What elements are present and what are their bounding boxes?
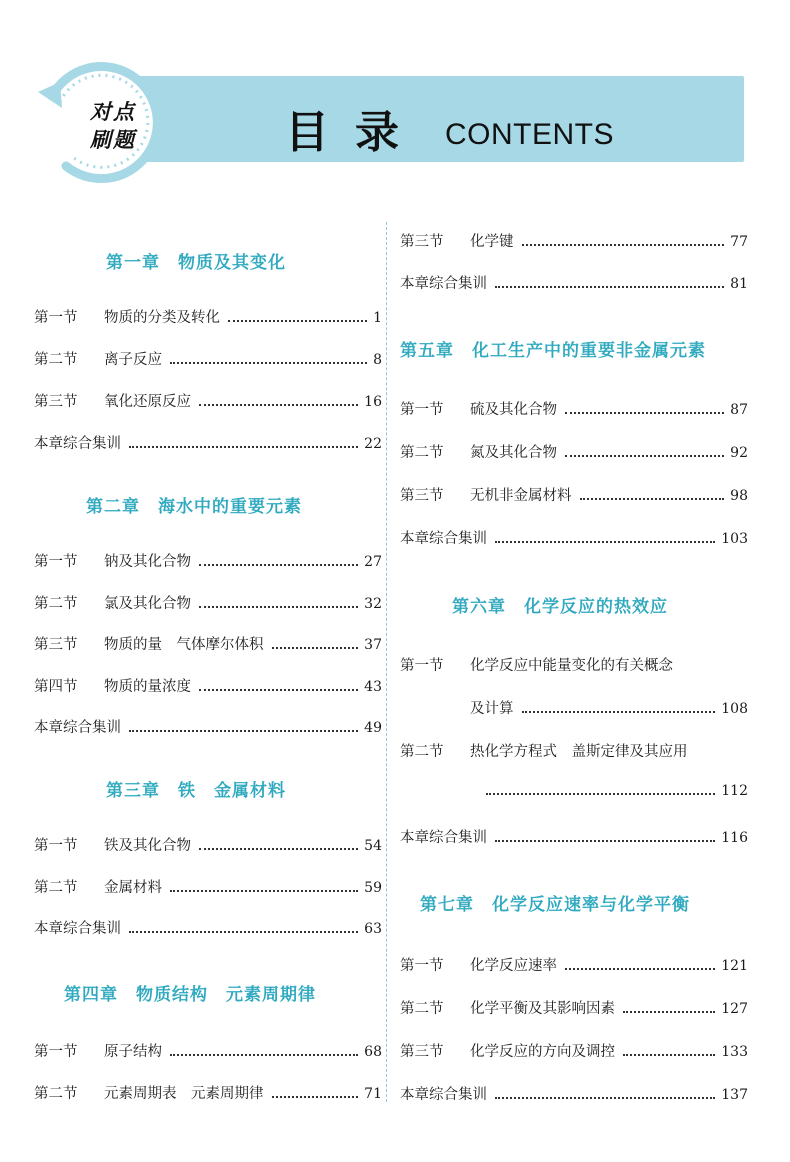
toc-entry[interactable] — [34, 876, 382, 898]
section-title: 元素周期表 元素周期律 — [104, 1086, 264, 1102]
toc-entry-label — [400, 697, 514, 718]
section-number: 第三节 — [400, 1044, 444, 1060]
leader-dots — [199, 606, 358, 608]
toc-entry-label — [34, 917, 121, 938]
toc-entry-label — [34, 716, 121, 737]
toc-entry-label — [400, 441, 557, 462]
leader-dots — [495, 1097, 715, 1099]
leader-dots — [495, 541, 715, 543]
page-number: 87 — [730, 402, 748, 418]
section-number: 第二节 — [34, 1086, 78, 1102]
page-number: 54 — [364, 838, 382, 854]
toc-entry[interactable] — [400, 783, 748, 805]
leader-dots — [495, 286, 724, 288]
leader-dots — [199, 404, 358, 406]
section-number: 第三节 — [34, 394, 78, 410]
toc-entry[interactable] — [400, 272, 748, 294]
section-title: 化学反应速率 — [470, 958, 557, 974]
section-number: 第二节 — [400, 744, 444, 760]
section-title: 原子结构 — [104, 1044, 162, 1060]
chapter-heading[interactable]: 第六章 化学反应的热效应 — [452, 597, 668, 617]
toc-entry[interactable] — [400, 441, 748, 463]
toc-entry[interactable] — [400, 654, 748, 676]
leader-dots — [228, 320, 367, 322]
section-title: 氮及其化合物 — [470, 445, 557, 461]
page-number: 92 — [730, 445, 748, 461]
chapter-heading[interactable]: 第一章 物质及其变化 — [106, 253, 286, 273]
section-number: 第二节 — [400, 445, 444, 461]
toc-entry[interactable] — [34, 306, 382, 328]
column-divider — [386, 222, 387, 1102]
page-number: 127 — [721, 1001, 748, 1017]
chapter-heading[interactable]: 第五章 化工生产中的重要非金属元素 — [400, 341, 706, 361]
leader-dots — [199, 848, 358, 850]
toc-entry[interactable] — [34, 716, 382, 738]
chapter-heading[interactable]: 第三章 铁 金属材料 — [106, 781, 286, 801]
toc-entry-label — [34, 550, 191, 571]
section-title: 钠及其化合物 — [104, 554, 191, 570]
page-title-en: CONTENTS — [445, 118, 614, 151]
page-number: 133 — [721, 1044, 748, 1060]
toc-entry-label — [400, 398, 557, 419]
leader-dots — [170, 362, 367, 364]
section-title: 化学平衡及其影响因素 — [470, 1001, 615, 1017]
page-number: 68 — [364, 1044, 382, 1060]
section-title: 本章综合集训 — [34, 921, 121, 937]
page-number: 59 — [364, 879, 382, 896]
toc-entry[interactable] — [34, 592, 382, 614]
section-title: 化学键 — [470, 234, 514, 250]
toc-entry[interactable] — [34, 917, 382, 939]
toc-entry[interactable] — [34, 1040, 382, 1062]
section-title: 本章综合集训 — [400, 276, 487, 292]
toc-entry[interactable] — [400, 527, 748, 549]
toc-entry-label — [34, 348, 162, 369]
page-number: 27 — [364, 554, 382, 570]
toc-entry[interactable] — [34, 834, 382, 856]
page-number: 137 — [721, 1087, 748, 1103]
toc-entry[interactable] — [400, 697, 748, 719]
section-number: 第二节 — [400, 1001, 444, 1017]
page-number: 63 — [364, 921, 382, 937]
section-title: 物质的分类及转化 — [104, 310, 220, 326]
toc-entry[interactable] — [34, 550, 382, 572]
section-number: 第三节 — [34, 637, 78, 653]
section-number: 第二节 — [34, 879, 78, 896]
logo-line-1: 对点 — [90, 100, 136, 124]
toc-entry[interactable] — [34, 348, 382, 370]
section-number: 第一节 — [400, 958, 444, 974]
section-number: 第四节 — [34, 678, 78, 695]
section-number: 第三节 — [400, 488, 444, 504]
toc-entry-label — [400, 997, 615, 1018]
toc-entry-label — [34, 834, 191, 855]
section-number: 第一节 — [34, 310, 78, 326]
section-title: 本章综合集训 — [34, 720, 121, 736]
page-number: 49 — [364, 720, 382, 736]
section-title: 及计算 — [470, 701, 514, 717]
section-title: 本章综合集训 — [400, 531, 487, 547]
leader-dots — [495, 840, 715, 842]
toc-entry[interactable] — [400, 230, 748, 252]
toc-entry[interactable] — [400, 740, 748, 762]
leader-dots — [623, 1011, 715, 1013]
page-number: 116 — [721, 830, 748, 846]
page-number: 22 — [364, 436, 382, 452]
section-title: 本章综合集训 — [400, 830, 487, 846]
section-number: 第一节 — [400, 658, 444, 674]
page-number: 8 — [373, 352, 382, 368]
chapter-heading[interactable]: 第四章 物质结构 元素周期律 — [64, 985, 316, 1005]
section-number: 第二节 — [34, 352, 78, 368]
logo-text — [78, 98, 148, 154]
page-title: 目录 — [285, 107, 425, 158]
toc-entry-label — [400, 740, 688, 761]
section-title: 氯及其化合物 — [104, 595, 191, 612]
toc-entry-label — [400, 654, 673, 675]
toc-entry[interactable] — [34, 633, 382, 655]
section-title: 铁及其化合物 — [104, 838, 191, 854]
section-title: 物质的量浓度 — [104, 678, 191, 695]
section-title: 本章综合集训 — [34, 436, 121, 452]
page-number: 16 — [364, 394, 382, 410]
toc-entry-label — [34, 1040, 162, 1061]
toc-entry-label — [34, 390, 191, 411]
page-number: 37 — [364, 637, 382, 653]
toc-entry-label — [34, 633, 264, 654]
toc-entry[interactable] — [34, 675, 382, 697]
toc-entry-label — [34, 876, 162, 897]
section-title: 硫及其化合物 — [470, 402, 557, 418]
toc-entry[interactable] — [34, 432, 382, 454]
logo-line-2: 刷题 — [90, 128, 136, 152]
section-title: 离子反应 — [104, 352, 162, 368]
section-number: 第二节 — [34, 595, 78, 612]
leader-dots — [565, 455, 724, 457]
leader-dots — [272, 647, 359, 649]
toc-entry[interactable] — [400, 1083, 748, 1105]
toc-entry-label — [400, 272, 487, 293]
toc-entry-label — [400, 826, 487, 847]
toc-entry-label — [400, 484, 572, 505]
page-number: 98 — [730, 488, 748, 504]
chapter-heading[interactable]: 第二章 海水中的重要元素 — [86, 497, 302, 517]
leader-dots — [129, 730, 358, 732]
leader-dots — [623, 1054, 715, 1056]
logo — [30, 52, 170, 188]
section-title: 氧化还原反应 — [104, 394, 191, 410]
toc-entry[interactable] — [34, 1082, 382, 1104]
page-number: 108 — [721, 701, 748, 717]
leader-dots — [170, 1054, 358, 1056]
page-number: 121 — [721, 958, 748, 974]
page-number: 81 — [730, 276, 748, 292]
section-number: 第一节 — [400, 402, 444, 418]
section-title: 无机非金属材料 — [470, 488, 572, 504]
section-number: 第三节 — [400, 234, 444, 250]
toc-entry-label — [34, 592, 191, 613]
page-number: 112 — [721, 783, 748, 799]
toc-entry[interactable] — [34, 390, 382, 412]
leader-dots — [522, 244, 725, 246]
toc-entry[interactable] — [400, 954, 748, 976]
section-title: 化学反应中能量变化的有关概念 — [470, 658, 673, 674]
leader-dots — [199, 564, 358, 566]
toc-entry-label — [34, 675, 191, 696]
section-number: 第一节 — [34, 554, 78, 570]
toc-entry[interactable] — [400, 997, 748, 1019]
toc-entry-label — [400, 954, 557, 975]
toc-entry[interactable] — [400, 398, 748, 420]
toc-entry[interactable] — [400, 484, 748, 506]
page-number: 103 — [721, 531, 748, 547]
section-number: 第一节 — [34, 1044, 78, 1060]
leader-dots — [199, 689, 358, 691]
toc-entry-label — [400, 1083, 487, 1104]
toc-entry-label — [400, 527, 487, 548]
toc-entry[interactable] — [400, 1040, 748, 1062]
toc-entry[interactable] — [400, 826, 748, 848]
section-title: 金属材料 — [104, 879, 162, 896]
page-number: 32 — [364, 595, 382, 612]
page-number: 77 — [730, 234, 748, 250]
section-number: 第一节 — [34, 838, 78, 854]
toc-entry-label — [400, 230, 514, 251]
leader-dots — [129, 446, 358, 448]
page-number: 1 — [373, 310, 382, 326]
section-title: 本章综合集训 — [400, 1087, 487, 1103]
leader-dots — [565, 968, 715, 970]
leader-dots — [129, 931, 358, 933]
section-title: 热化学方程式 盖斯定律及其应用 — [470, 744, 688, 760]
page-number: 43 — [364, 678, 382, 695]
section-title: 物质的量 气体摩尔体积 — [104, 637, 264, 653]
leader-dots — [170, 890, 358, 892]
leader-dots — [580, 498, 725, 500]
toc-entry-label — [34, 432, 121, 453]
section-title: 化学反应的方向及调控 — [470, 1044, 615, 1060]
leader-dots — [486, 793, 715, 795]
toc-entry-label — [34, 1082, 264, 1103]
leader-dots — [272, 1096, 359, 1098]
toc-entry-label — [400, 1040, 615, 1061]
leader-dots — [522, 711, 716, 713]
page-number: 71 — [364, 1086, 382, 1102]
leader-dots — [565, 412, 724, 414]
chapter-heading[interactable]: 第七章 化学反应速率与化学平衡 — [420, 895, 690, 915]
toc-entry-label — [34, 306, 220, 327]
